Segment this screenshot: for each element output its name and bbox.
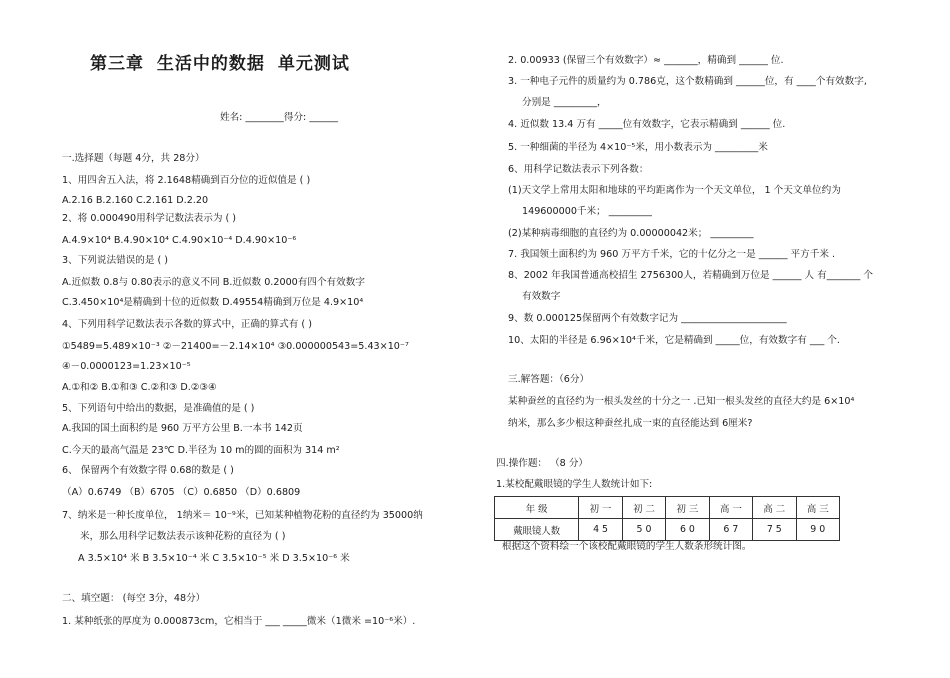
table-cell: 4 5: [579, 519, 622, 541]
page-title: 第三章 生活中的数据 单元测试: [90, 54, 350, 74]
question-5-options-ab: A.我国的国土面积约是 960 万平方公里 B.一本书 142页: [62, 423, 303, 434]
fill-question-8-continued: 有效数字: [522, 291, 561, 302]
section-3-question-continued: 纳米，那么多少根这种蚕丝扎成一束的直径能达到 6厘米?: [508, 418, 753, 429]
section-1-heading: 一.选择题（每题 4分，共 28分）: [62, 153, 205, 164]
fill-question-2: 2. 0.00933 (保留三个有效数字）≈ _______，精确到 ______ 位.: [508, 55, 784, 66]
fill-question-7: 7. 我国领土面积约为 960 万平方千米，它的十亿分之一是 ______ 平方千米 .: [508, 249, 836, 260]
table-header-cell: 初 三: [666, 497, 709, 519]
glasses-stats-table: [494, 496, 840, 541]
question-6: 6、 保留两个有效数字得 0.68的数是 ( ): [62, 465, 234, 476]
question-7-options: A 3.5×10⁴ 米 B 3.5×10⁻⁴ 米 C 3.5×10⁻⁵ 米 D 3.5×10⁻⁶ 米: [78, 553, 350, 564]
question-4-options: A.①和② B.①和③ C.②和③ D.②③④: [62, 382, 217, 393]
name-score-line: 姓名: ________得分: ______: [220, 112, 339, 123]
fill-question-6-part-1-continued: 149600000千米； _________: [522, 206, 652, 217]
table-header-row: [495, 497, 840, 519]
question-4: 4、下列用科学记数法表示各数的算式中，正确的算式有 ( ): [62, 319, 312, 330]
section-4-intro: 1.某校配戴眼镜的学生人数统计如下:: [496, 479, 653, 490]
fill-question-5: 5. 一种细菌的半径为 4×10⁻⁵米，用小数表示为 _________米: [508, 142, 768, 153]
table-header-cell: 高 二: [753, 497, 796, 519]
question-3-options-ab: A.近似数 0.8与 0.80表示的意义不同 B.近似数 0.2000有四个有效数字: [62, 277, 365, 288]
question-1-options: A.2.16 B.2.160 C.2.161 D.2.20: [62, 195, 209, 206]
table-cell: 6 7: [709, 519, 752, 541]
section-4-task: 根据这个资料绘一个该校配戴眼镜的学生人数条形统计图。: [502, 541, 752, 552]
table-header-cell: 年 级: [495, 497, 579, 519]
fill-question-1: 1. 某种纸张的厚度为 0.000873cm，它相当于 ___ _____微米（1微米 =10⁻⁶米）.: [62, 616, 416, 627]
table-header-cell: 高 三: [796, 497, 840, 519]
table-header-cell: 高 一: [709, 497, 752, 519]
question-2: 2、将 0.000490用科学记数法表示为 ( ): [62, 213, 237, 224]
fill-question-10: 10、太阳的半径是 6.96×10⁴千米，它是精确到 _____位，有效数字有 ___ 个.: [508, 335, 840, 346]
question-6-options: （A）0.6749 （B）6705 （C）0.6850 （D）0.6809: [62, 487, 301, 498]
question-2-options: A.4.9×10⁴ B.4.90×10⁴ C.4.90×10⁻⁴ D.4.90×10⁻⁶: [62, 235, 297, 246]
question-7-continued: 米，那么用科学记数法表示该种花粉的直径为 ( ): [80, 531, 286, 542]
question-3: 3、下列说法错误的是 ( ): [62, 255, 169, 266]
question-1: 1、用四舍五入法，将 2.1648精确到百分位的近似值是 ( ): [62, 175, 311, 186]
table-cell: 5 0: [622, 519, 665, 541]
table-header-cell: 初 二: [622, 497, 665, 519]
section-2-heading: 二、填空题： (每空 3分，48分）: [62, 593, 206, 604]
fill-question-6: 6、用科学记数法表示下列各数：: [508, 164, 649, 175]
fill-question-3-continued: 分别是 _________，: [522, 97, 607, 108]
table-header-cell: 初 一: [579, 497, 622, 519]
fill-question-6-part-1: (1)天文学上常用太阳和地球的平均距离作为一个天文单位， 1 个天文单位约为: [508, 185, 841, 196]
section-4-heading: 四.操作题： （8 分）: [496, 458, 589, 469]
fill-question-8: 8、2002 年我国普通高校招生 2756300人，若精确到万位是 ______ 人 有_______ 个: [508, 270, 873, 281]
question-5: 5、下列语句中给出的数据，是准确值的是 ( ): [62, 403, 255, 414]
question-4-items: ①5489=5.489×10⁻³ ②－21400=－2.14×10⁴ ③0.000000543=5.43×10⁻⁷: [62, 341, 409, 352]
table-row-label: 戴眼镜人数: [495, 519, 579, 541]
section-3-question: 某种蚕丝的直径约为一根头发丝的十分之一 .已知一根头发丝的直径大约是 6×10⁴: [508, 396, 855, 407]
fill-question-4: 4. 近似数 13.4 万有 _____位有效数字，它表示精确到 ______ 位.: [508, 119, 786, 130]
fill-question-3: 3. 一种电子元件的质量约为 0.786克，这个数精确到 ______位，有 ____个有效数字,: [508, 76, 867, 87]
fill-question-6-part-2: (2)某种病毒细胞的直径约为 0.00000042米； _________: [508, 228, 754, 239]
question-7: 7、纳米是一种长度单位， 1纳米＝ 10⁻⁹米，已知某种植物花粉的直径约为 35000纳: [62, 510, 423, 521]
section-3-heading: 三.解答题：（6分）: [508, 374, 590, 385]
fill-question-9: 9、数 0.000125保留两个有效数字记为 ______________________: [508, 313, 787, 324]
question-5-options-cd: C.今天的最高气温是 23℃ D.半径为 10 m的圆的面积为 314 m²: [62, 445, 340, 456]
question-4-item-4: ④－0.0000123=1.23×10⁻⁵: [62, 361, 191, 372]
table-cell: 9 0: [796, 519, 840, 541]
table-cell: 7 5: [753, 519, 796, 541]
table-row: [495, 519, 840, 541]
question-3-options-cd: C.3.450×10⁴是精确到十位的近似数 D.49554精确到万位是 4.9×10⁴: [62, 297, 364, 308]
table-cell: 6 0: [666, 519, 709, 541]
